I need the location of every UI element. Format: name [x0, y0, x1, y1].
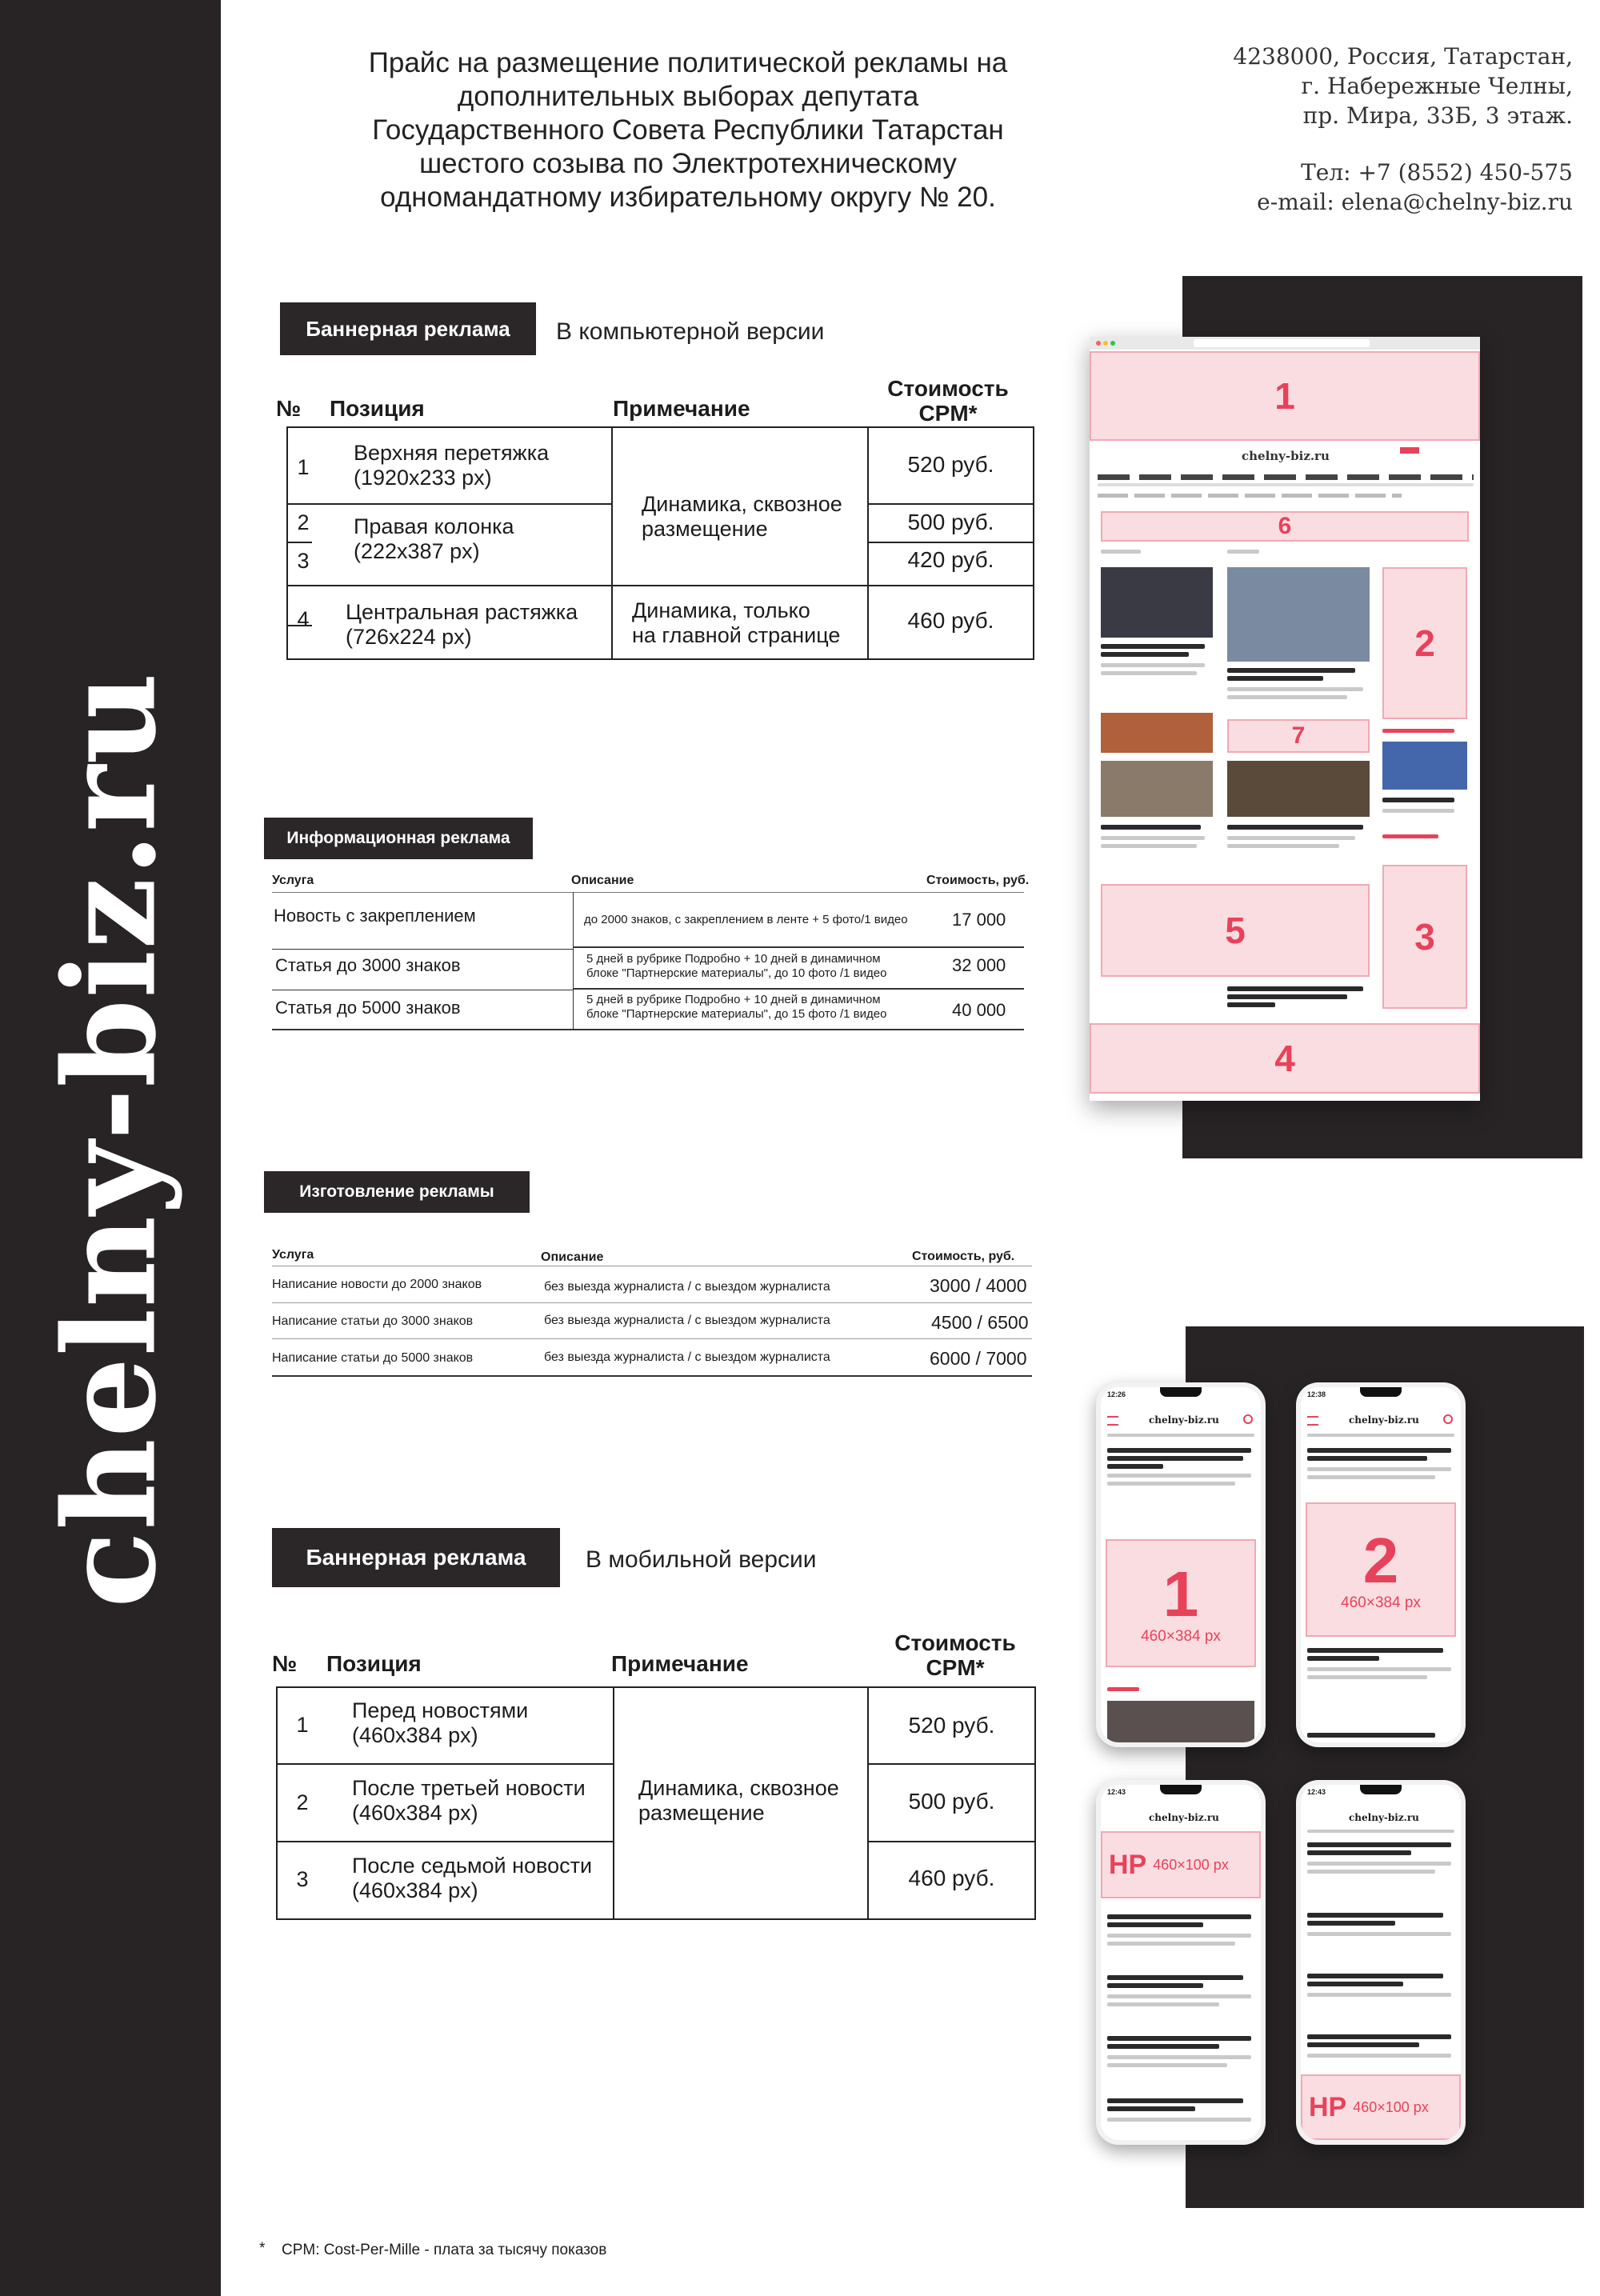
phone-notch: [1360, 1387, 1402, 1397]
text-line: [1307, 1475, 1435, 1479]
title-line: шестого созыва по Электротехническому: [419, 148, 957, 179]
sub-nav: [1098, 494, 1402, 498]
ad-zone-2: 2: [1382, 567, 1467, 719]
text-line: [1107, 1994, 1251, 1998]
col-header-cost: [878, 1630, 1032, 1680]
news-headline: [1101, 644, 1205, 649]
price-cell: 520 руб.: [908, 1713, 995, 1738]
news-headline: [1307, 2042, 1419, 2047]
news-headline: [1101, 825, 1201, 830]
price-cell: 460 руб.: [907, 608, 994, 633]
desc-cell: без выезда журналиста / с выездом журналиста: [544, 1280, 830, 1294]
position-name: Верхняя перетяжка: [354, 441, 550, 465]
price-cell: 4500 / 6500: [931, 1312, 1029, 1333]
news-headline: [1227, 825, 1363, 830]
text-line: [1101, 550, 1141, 554]
price-cell: 500 руб.: [907, 510, 994, 534]
row-number: 3: [296, 1867, 309, 1891]
note-line: Динамика, сквозное: [642, 492, 842, 516]
price-cell: 500 руб.: [908, 1789, 995, 1814]
service-cell: Статья до 3000 знаков: [275, 955, 461, 975]
service-cell: Написание статьи до 5000 знаков: [272, 1351, 474, 1365]
service-cell: Статья до 5000 знаков: [275, 998, 461, 1018]
text-line: [1101, 663, 1205, 667]
news-headline: [1307, 1982, 1403, 1986]
text-line: [1227, 550, 1259, 554]
hp-label: HP: [1309, 2091, 1347, 2122]
text-line: [1307, 1667, 1451, 1671]
price-cell: 460 руб.: [908, 1866, 995, 1890]
search-icon[interactable]: [1443, 1414, 1453, 1424]
position-name: Центральная растяжка: [346, 600, 578, 624]
news-headline: [1227, 994, 1347, 999]
news-photo: [1101, 567, 1213, 638]
text-line: [1227, 844, 1339, 848]
position-name: После седьмой новости: [352, 1854, 593, 1878]
text-line: [1307, 2054, 1451, 2058]
phone-mockup: [1096, 1780, 1266, 2145]
row-number: 1: [296, 1713, 309, 1737]
news-headline: [1307, 1921, 1395, 1926]
news-headline: [1307, 2034, 1451, 2039]
phone-notch: [1160, 1387, 1202, 1397]
news-headline: [1227, 1002, 1275, 1007]
price-cell: 40 000: [952, 1000, 1006, 1020]
document-title: [328, 46, 1048, 214]
text-line: [1107, 1434, 1254, 1437]
text-line: [1227, 836, 1355, 840]
title-line: Прайс на размещение политической рекламы на: [368, 47, 1008, 78]
contact-block: [1125, 42, 1573, 217]
news-headline: [1307, 1842, 1451, 1847]
maximize-dot-icon: [1110, 341, 1115, 346]
zone-size: 460×384 px: [1341, 1594, 1421, 1611]
address-line: пр. Мира, 33Б, 3 этаж.: [1302, 102, 1573, 129]
text-line: [1382, 729, 1454, 733]
news-headline: [1107, 2098, 1243, 2103]
desc-cell: без выезда журналиста / с выездом журналиста: [544, 1350, 830, 1364]
footnote-star: *: [259, 2240, 266, 2257]
phone-mockup: [1296, 1780, 1466, 2145]
text-line: [1307, 1870, 1435, 1874]
address-line: г. Набережные Челны,: [1301, 73, 1573, 99]
text-line: [1307, 1932, 1451, 1936]
ad-zone-1: 1: [1090, 351, 1480, 441]
desc-cell: [586, 952, 886, 981]
news-headline: [1307, 1733, 1435, 1738]
text-line: [1307, 1993, 1451, 1997]
position-cell: [352, 1698, 528, 1748]
text-line: [1307, 1862, 1451, 1866]
news-headline: [1307, 1974, 1443, 1978]
row-number: 1: [297, 455, 310, 479]
text-line: [1227, 695, 1347, 699]
service-cell: Новость с закреплением: [274, 906, 476, 926]
text-line: [1101, 844, 1197, 848]
news-headline: [1307, 1656, 1379, 1661]
menu-icon[interactable]: [1107, 1416, 1118, 1426]
address-bar: [1194, 339, 1370, 347]
hp-label: HP: [1109, 1849, 1147, 1880]
col-header-note: Примечание: [613, 396, 750, 421]
service-cell: Написание новости до 2000 знаков: [272, 1278, 482, 1291]
news-headline: [1107, 1983, 1203, 1988]
text-line: [1107, 1687, 1139, 1691]
news-headline: [1107, 1914, 1251, 1919]
col-header-service: Услуга: [272, 1248, 314, 1262]
ad-zone-4: 4: [1090, 1023, 1480, 1094]
ad-zone-7: 7: [1227, 719, 1370, 753]
news-headline: [1107, 1448, 1251, 1453]
status-time: 12:38: [1307, 1390, 1326, 1398]
price-cell: 17 000: [952, 910, 1006, 930]
news-headline: [1227, 676, 1323, 681]
desc-cell: [586, 993, 886, 1022]
text-line: [1227, 687, 1363, 691]
position-cell: [352, 1776, 586, 1826]
hp-size: 460×100 px: [1153, 1856, 1229, 1873]
status-time: 12:43: [1107, 1788, 1126, 1796]
position-size: (222x387 px): [354, 539, 480, 563]
browser-toolbar: [1090, 337, 1480, 350]
zone-number: 1: [1162, 1558, 1199, 1630]
title-line: Государственного Совета Республики Татарстан: [372, 114, 1004, 146]
weather-widget: [1400, 447, 1419, 454]
news-photo: [1107, 1701, 1254, 1742]
desc-line: 5 дней в рубрике Подробно + 10 дней в динамичном: [586, 952, 881, 966]
ad-zone-6: 6: [1101, 511, 1469, 542]
price-cell: 6000 / 7000: [930, 1348, 1027, 1369]
ad-zone-5: 5: [1101, 884, 1370, 977]
text-line: [1107, 1482, 1235, 1486]
desc-cell: до 2000 знаков, с закреплением в ленте + 5 фото/1 видео: [584, 913, 908, 926]
note-line: размещение: [642, 517, 768, 541]
section-badge-production: Изготовление рекламы: [264, 1171, 530, 1213]
news-headline: [1307, 1648, 1443, 1653]
site-logo: chelny-biz.ru: [1349, 1812, 1419, 1823]
desc-line: блоке "Партнерские материалы", до 10 фото /1 видео: [586, 966, 887, 980]
news-photo: [1227, 761, 1370, 817]
brand-logo: chelny-biz.ru: [36, 671, 185, 1609]
status-time: 12:43: [1307, 1788, 1326, 1796]
mobile-ad-zone-hp-top: [1101, 1831, 1261, 1898]
text-line: [1107, 2002, 1219, 2006]
desc-cell: без выезда журналиста / с выездом журналиста: [544, 1314, 830, 1327]
price-cell: 3000 / 4000: [930, 1275, 1027, 1296]
row-number: 2: [296, 1790, 309, 1814]
nav-divider: [1098, 483, 1474, 486]
note-cell: [642, 492, 842, 542]
text-line: [1101, 836, 1205, 840]
col-header-cost: Стоимость, руб.: [926, 874, 1030, 887]
phone-notch: [1360, 1785, 1402, 1794]
col-header-position: Позиция: [330, 396, 425, 421]
news-headline: [1107, 1464, 1163, 1469]
row-number: 4: [297, 607, 310, 631]
note-line: Динамика, сквозное: [638, 1776, 839, 1800]
note-cell: [632, 598, 840, 648]
text-line: [1107, 1474, 1251, 1478]
text-line: [1107, 2055, 1251, 2059]
footnote-text: CPM: Cost-Per-Mille - плата за тысячу показов: [282, 2242, 607, 2258]
note-line: Динамика, только: [632, 598, 810, 622]
hp-size: 460×100 px: [1353, 2098, 1429, 2115]
news-headline: [1107, 1456, 1243, 1461]
mobile-ad-zone-2: [1306, 1502, 1456, 1637]
section-badge-banner-mobile: Баннерная реклама: [272, 1528, 560, 1587]
col-header-cost: Стоимость, руб.: [912, 1250, 1015, 1263]
row-number: 2: [297, 510, 310, 534]
note-line: размещение: [638, 1801, 765, 1825]
note-line: на главной странице: [632, 623, 841, 647]
phone-notch: [1160, 1785, 1202, 1794]
news-headline: [1227, 986, 1363, 991]
section-badge-info-ads: Информационная реклама: [264, 818, 533, 859]
note-cell: [638, 1776, 839, 1826]
news-headline: [1107, 1922, 1203, 1927]
col-header-note: Примечание: [611, 1651, 749, 1676]
col-header-desc: Описание: [571, 874, 634, 887]
service-cell: Написание статьи до 3000 знаков: [272, 1314, 474, 1328]
ad-zone-3: 3: [1382, 865, 1467, 1009]
col-header-num: №: [272, 1651, 298, 1676]
position-name: Правая колонка: [354, 514, 514, 538]
col-header-desc: Описание: [541, 1250, 604, 1264]
desc-line: блоке "Партнерские материалы", до 15 фото /1 видео: [586, 1007, 887, 1021]
phone-text: Тел: +7 (8552) 450-575: [1301, 159, 1573, 186]
desc-line: 5 дней в рубрике Подробно + 10 дней в динамичном: [586, 993, 881, 1006]
text-line: [1307, 1434, 1454, 1437]
text-line: [1307, 1675, 1427, 1679]
search-icon[interactable]: [1243, 1414, 1253, 1424]
cpm-label: CPM*: [918, 401, 978, 426]
news-headline: [1107, 2044, 1219, 2049]
news-headline: [1382, 798, 1454, 802]
position-size: (460x384 px): [352, 1723, 478, 1747]
address-line: 4238000, Россия, Татарстан,: [1233, 43, 1573, 70]
news-headline: [1307, 1850, 1411, 1855]
news-headline: [1307, 1456, 1427, 1461]
news-photo: [1382, 742, 1467, 790]
news-headline: [1101, 652, 1189, 657]
position-size: (726x224 px): [346, 625, 472, 649]
row-number: 3: [297, 549, 310, 573]
price-cell: 520 руб.: [907, 452, 994, 477]
position-cell: [354, 441, 549, 490]
mobile-ad-zone-1: [1106, 1539, 1256, 1667]
position-size: (1920x233 px): [354, 466, 492, 490]
text-line: [1382, 834, 1438, 838]
position-name: После третьей новости: [352, 1776, 586, 1800]
mobile-ad-zone-hp-bottom: [1301, 2074, 1461, 2140]
text-line: [1107, 2118, 1251, 2122]
price-cell: 32 000: [952, 955, 1006, 975]
position-cell: [346, 600, 578, 650]
col-header-cost: [872, 376, 1024, 426]
news-headline: [1107, 1975, 1243, 1980]
site-logo: chelny-biz.ru: [1149, 1414, 1219, 1426]
position-size: (460x384 px): [352, 1801, 478, 1825]
phone-mockup: [1296, 1382, 1466, 1747]
col-header-num: №: [276, 396, 302, 421]
news-photo: [1101, 761, 1213, 817]
site-logo: chelny-biz.ru: [1149, 1812, 1219, 1823]
site-logo: chelny-biz.ru: [1349, 1414, 1419, 1426]
text-line: [1107, 1942, 1235, 1946]
news-photo: [1101, 713, 1213, 753]
text-line: [1107, 2063, 1227, 2067]
news-headline: [1307, 1913, 1443, 1918]
text-line: [1307, 1467, 1451, 1471]
email-link[interactable]: e-mail: elena@chelny-biz.ru: [1257, 189, 1573, 215]
main-nav: [1098, 474, 1474, 480]
menu-icon[interactable]: [1307, 1416, 1318, 1426]
section-subtitle: В компьютерной версии: [556, 318, 825, 345]
news-photo: [1227, 567, 1370, 662]
news-headline: [1107, 2036, 1251, 2041]
section-badge-banner-desktop: Баннерная реклама: [280, 302, 536, 355]
cpm-label: CPM*: [926, 1655, 985, 1680]
text-line: [1101, 671, 1197, 675]
position-name: Перед новостями: [352, 1698, 529, 1722]
phone-mockup: [1096, 1382, 1266, 1747]
col-header-position: Позиция: [326, 1651, 422, 1676]
news-headline: [1107, 2106, 1195, 2111]
section-subtitle: В мобильной версии: [586, 1546, 817, 1573]
news-headline: [1227, 668, 1355, 673]
text-line: [1307, 1830, 1454, 1833]
cost-label: Стоимость: [894, 1630, 1016, 1655]
zone-size: 460×384 px: [1141, 1628, 1221, 1645]
text-line: [1107, 1934, 1251, 1938]
cost-label: Стоимость: [887, 376, 1009, 401]
minimize-dot-icon: [1103, 341, 1108, 346]
status-time: 12:26: [1107, 1390, 1126, 1398]
site-logo: chelny-biz.ru: [1242, 449, 1330, 463]
text-line: [1382, 809, 1454, 813]
sidebar: [0, 0, 221, 2296]
price-cell: 420 руб.: [907, 547, 994, 572]
title-line: дополнительных выборах депутата: [457, 81, 919, 112]
zone-number: 2: [1362, 1525, 1399, 1596]
position-size: (460x384 px): [352, 1878, 478, 1902]
position-cell: [354, 514, 514, 564]
position-cell: [352, 1854, 592, 1903]
close-dot-icon: [1096, 341, 1101, 346]
desktop-site-mockup: [1090, 337, 1480, 1101]
news-headline: [1307, 1448, 1451, 1453]
title-line: одномандатному избирательному округу № 20.: [380, 182, 996, 213]
col-header-service: Услуга: [272, 874, 314, 887]
